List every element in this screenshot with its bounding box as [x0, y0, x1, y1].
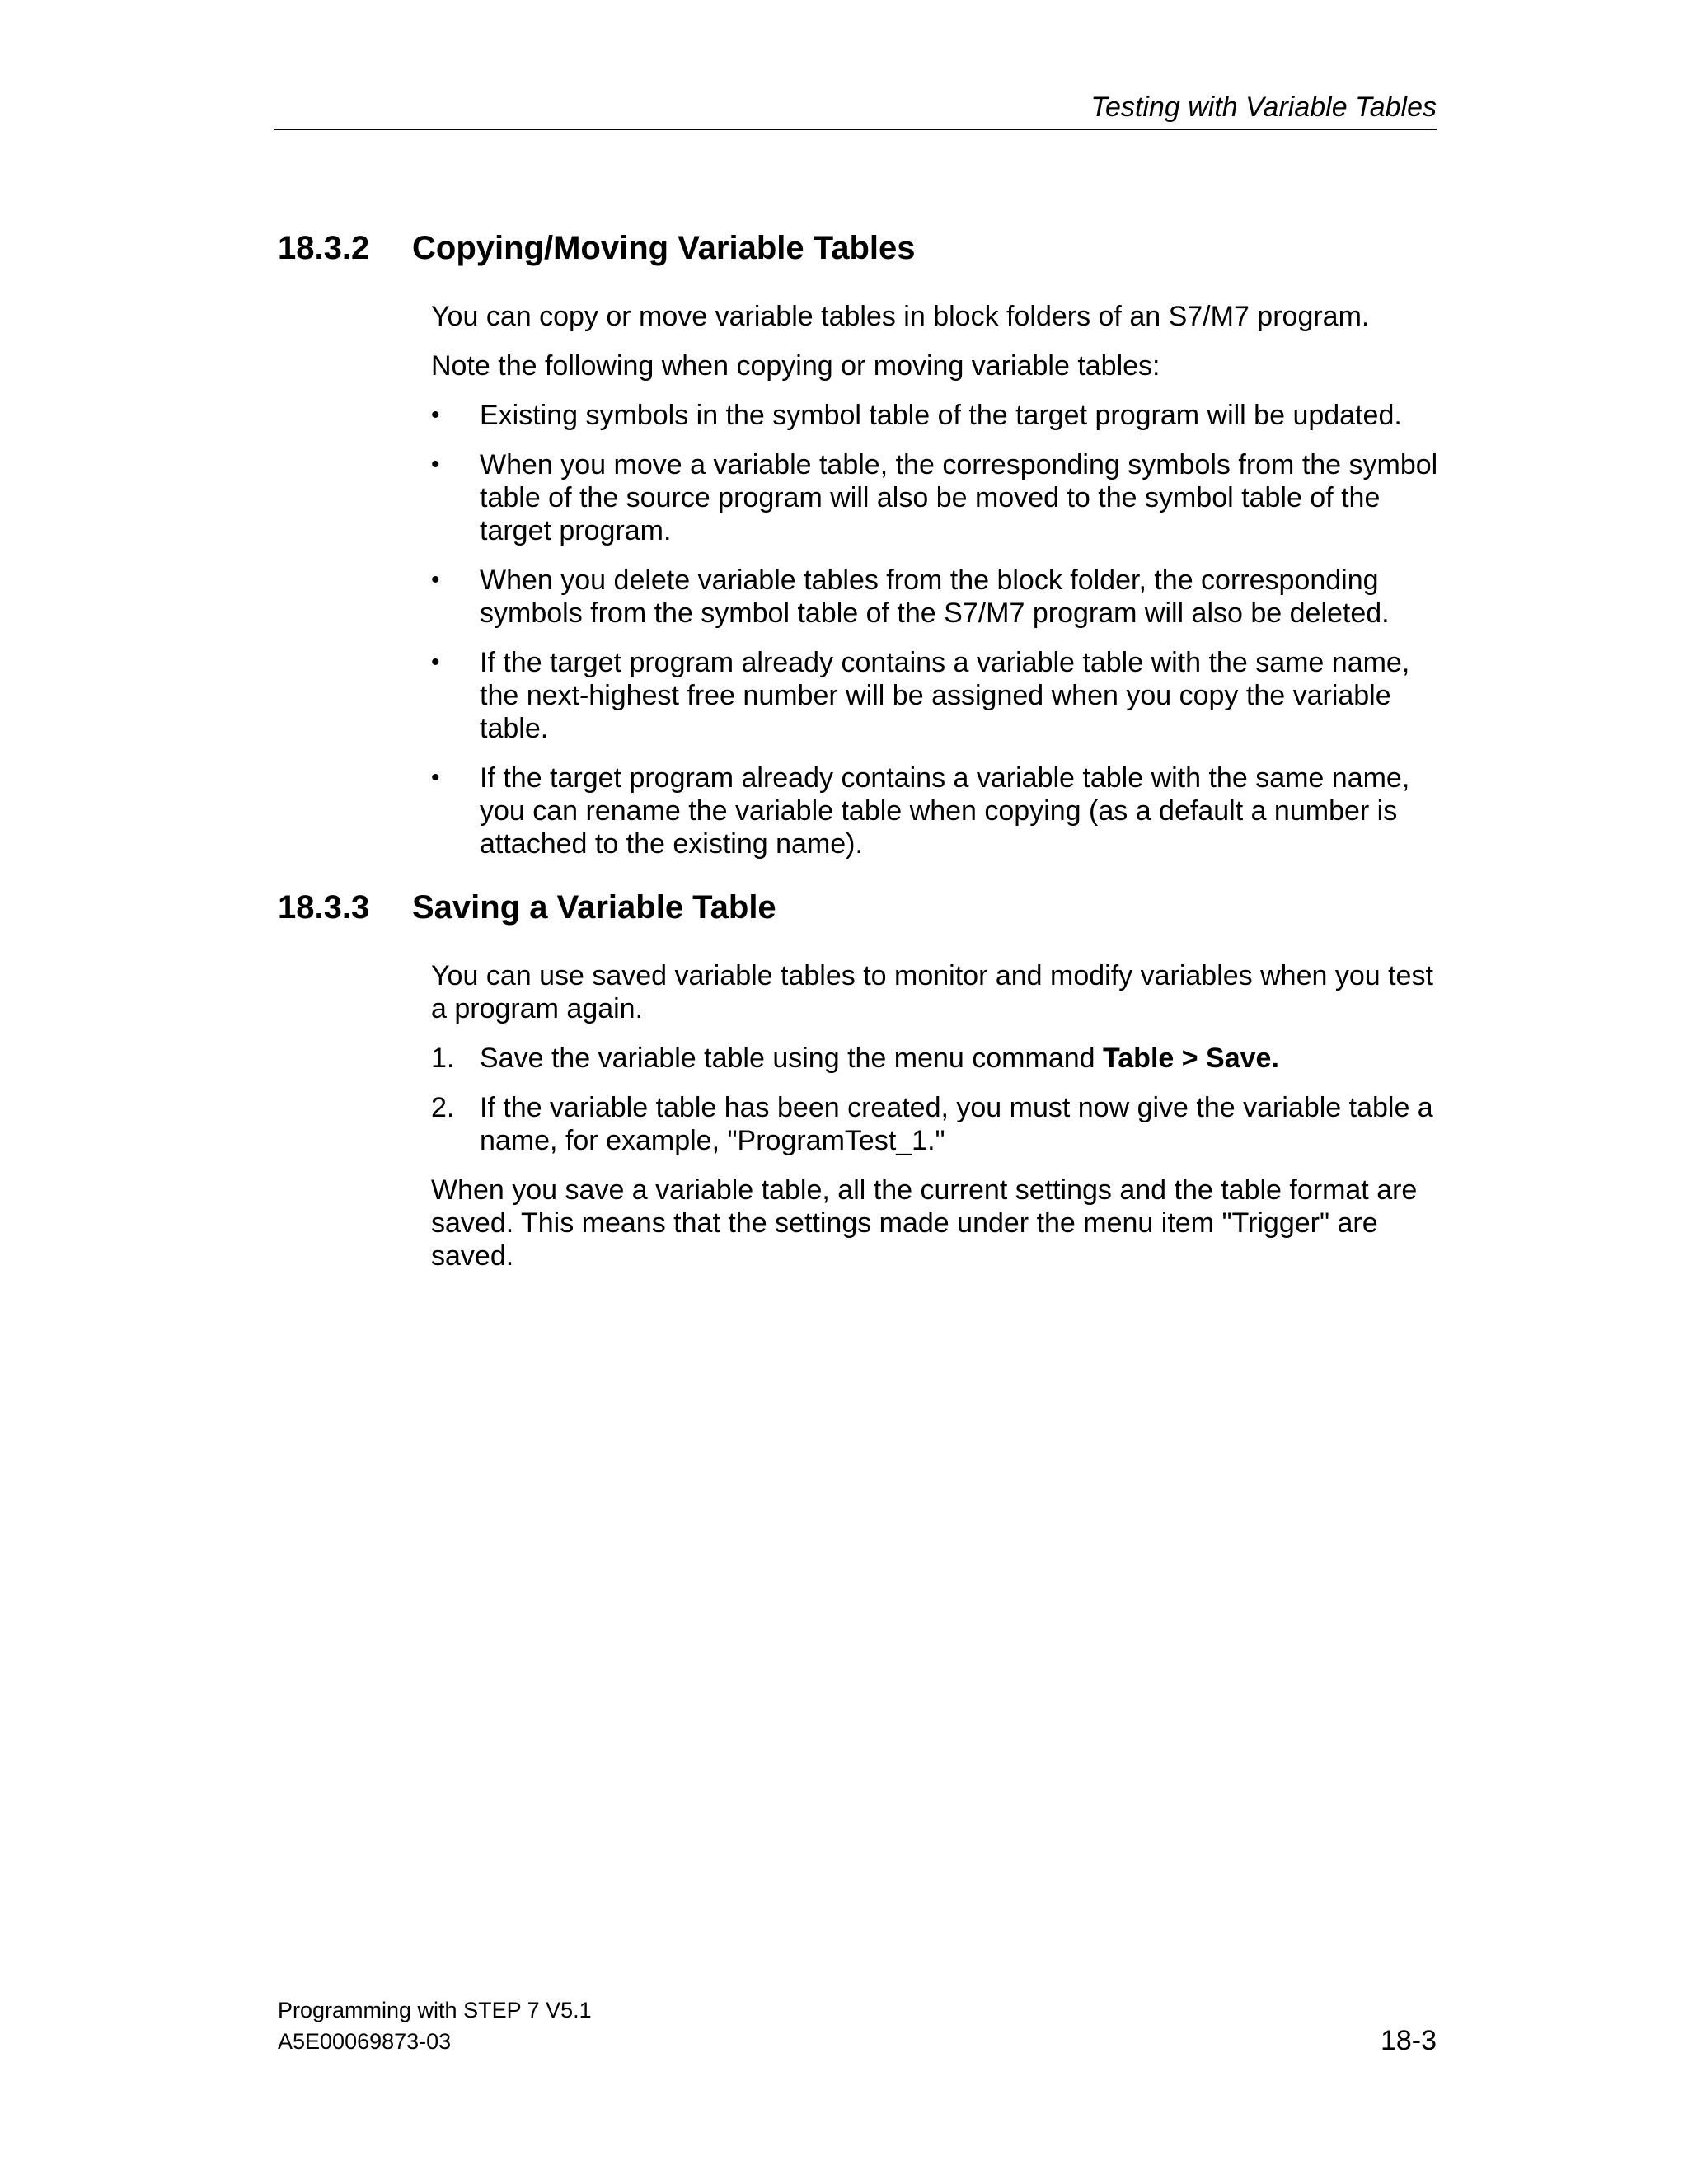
- section-number: 18.3.3: [278, 889, 370, 926]
- list-item-text: If the variable table has been created, you must now give the variable table a name, for example, "ProgramTest_1.": [480, 1092, 1433, 1156]
- step-number: 2.: [431, 1092, 455, 1123]
- list-item: [431, 564, 1445, 630]
- list-item: [431, 399, 1445, 432]
- bullet-marker: •: [431, 566, 440, 593]
- document-id: A5E00069873-03: [278, 2029, 452, 2054]
- section-body-copying: [431, 300, 1445, 877]
- list-item: [431, 1091, 1445, 1157]
- section-body-saving: [431, 959, 1445, 1289]
- list-item-text: If the target program already contains a variable table with the same name, the next-highest free number will be assigned when you copy the variable table.: [480, 647, 1410, 744]
- footer-left: [278, 1994, 592, 2057]
- page-number: 18-3: [1380, 2025, 1437, 2056]
- list-item-text: When you delete variable tables from the block folder, the corresponding symbols from the symbol table of the S7/M7 program will also be deleted.: [480, 565, 1390, 629]
- list-item: [431, 762, 1445, 860]
- manual-title: Programming with STEP 7 V5.1: [278, 1998, 592, 2022]
- bullet-marker: •: [431, 451, 440, 478]
- list-item-text: If the target program already contains a variable table with the same name, you can rename the variable table when copying (as a default a number is attached to the existing name).: [480, 762, 1410, 860]
- bullet-marker: •: [431, 649, 440, 676]
- list-item-text: Existing symbols in the symbol table of the target program will be updated.: [480, 400, 1402, 431]
- bullet-marker: •: [431, 401, 440, 429]
- list-item: [431, 646, 1445, 745]
- list-item: [431, 1042, 1445, 1075]
- bullet-marker: •: [431, 764, 440, 791]
- running-header: Testing with Variable Tables: [1090, 91, 1437, 123]
- intro-paragraph: You can use saved variable tables to monitor and modify variables when you test a program again.: [431, 960, 1433, 1024]
- closing-paragraph: When you save a variable table, all the current settings and the table format are saved. This means that the settings made under the menu item "Trigger" are saved.: [431, 1174, 1418, 1272]
- header-rule: [274, 129, 1437, 130]
- menu-command: Table > Save.: [1103, 1043, 1279, 1074]
- list-item-text: Save the variable table using the menu command: [480, 1043, 1104, 1074]
- section-title: Saving a Variable Table: [412, 889, 776, 926]
- section-number: 18.3.2: [278, 230, 370, 266]
- step-number: 1.: [431, 1043, 455, 1074]
- bullet-list: [431, 399, 1445, 860]
- list-item-text: When you move a variable table, the corresponding symbols from the symbol table of the source program will also be moved to the symbol table of the target program.: [480, 449, 1438, 546]
- list-item: [431, 448, 1445, 547]
- note-paragraph: Note the following when copying or moving variable tables:: [431, 350, 1160, 382]
- intro-paragraph: You can copy or move variable tables in block folders of an S7/M7 program.: [431, 301, 1370, 332]
- numbered-list: [431, 1042, 1445, 1157]
- section-title: Copying/Moving Variable Tables: [412, 230, 916, 266]
